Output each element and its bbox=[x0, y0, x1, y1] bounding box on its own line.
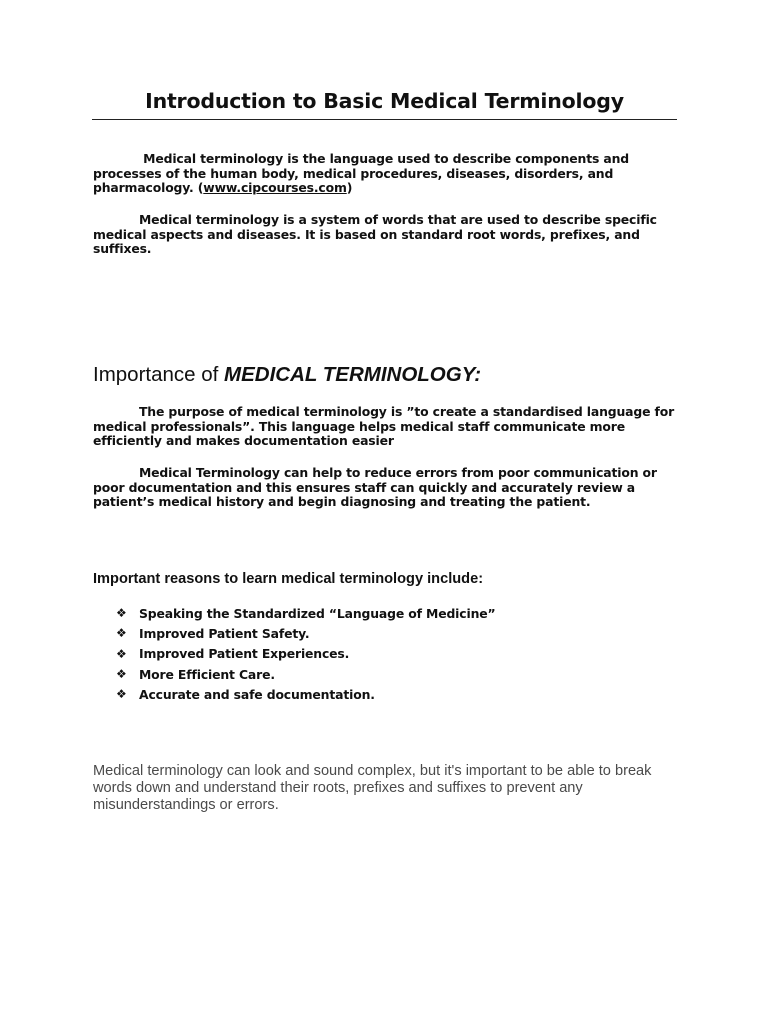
list-item-text: Speaking the Standardized “Language of Medicine” bbox=[139, 605, 496, 621]
importance-paragraph-2 bbox=[93, 466, 683, 510]
title-underline bbox=[92, 119, 677, 120]
cipcourses-link[interactable]: www.cipcourses.com bbox=[203, 180, 347, 196]
intro-paragraph-2 bbox=[93, 213, 683, 257]
diamond-bullet-icon: ❖ bbox=[116, 626, 127, 641]
importance-heading-emphasis: MEDICAL TERMINOLOGY: bbox=[224, 363, 482, 386]
list-item bbox=[116, 623, 496, 643]
diamond-bullet-icon: ❖ bbox=[116, 646, 127, 661]
intro-paragraph-1 bbox=[93, 152, 683, 196]
importance-paragraph-1 bbox=[93, 405, 683, 449]
intro-paragraph-2-text: Medical terminology is a system of words that are used to describe specific medical aspects and diseases. It is based on standard root words, prefixes, and suffixes. bbox=[93, 212, 657, 257]
reasons-heading: Important reasons to learn medical terminology include: bbox=[93, 571, 484, 587]
document-title: Introduction to Basic Medical Terminology bbox=[145, 89, 624, 113]
intro-paragraph-1-close: ) bbox=[346, 180, 353, 196]
list-item bbox=[116, 644, 496, 664]
list-item-text: Improved Patient Experiences. bbox=[139, 646, 350, 662]
closing-paragraph: Medical terminology can look and sound complex, but it's important to be able to break words down and understand their roots, prefixes and suffixes to prevent any misunderstandings or errors. bbox=[93, 763, 652, 813]
list-item-text: Improved Patient Safety. bbox=[139, 625, 310, 641]
diamond-bullet-icon: ❖ bbox=[116, 667, 127, 682]
intro-paragraph-1-text: Medical terminology is the language used to describe components and processes of the human body, medical procedures, diseases, disorders, and pharmacology. ( bbox=[93, 151, 629, 196]
list-item-text: More Efficient Care. bbox=[139, 666, 275, 682]
list-item bbox=[116, 664, 496, 684]
importance-paragraph-1-text: The purpose of medical terminology is ”to create a standardised language for medical professionals”. This language helps medical staff communicate more efficiently and makes documentation easier bbox=[93, 404, 675, 449]
importance-paragraph-2-text: Medical Terminology can help to reduce errors from poor communication or poor documentation and this ensures staff can quickly and accurately review a patient’s medical history and begin diagnosing and treating the patient. bbox=[93, 465, 657, 510]
list-item bbox=[116, 603, 496, 623]
list-item bbox=[116, 684, 496, 704]
diamond-bullet-icon: ❖ bbox=[116, 606, 127, 621]
importance-heading bbox=[93, 360, 481, 390]
importance-heading-prefix: Importance of bbox=[93, 363, 225, 386]
diamond-bullet-icon: ❖ bbox=[116, 687, 127, 702]
list-item-text: Accurate and safe documentation. bbox=[139, 686, 375, 702]
reasons-list bbox=[116, 603, 496, 704]
